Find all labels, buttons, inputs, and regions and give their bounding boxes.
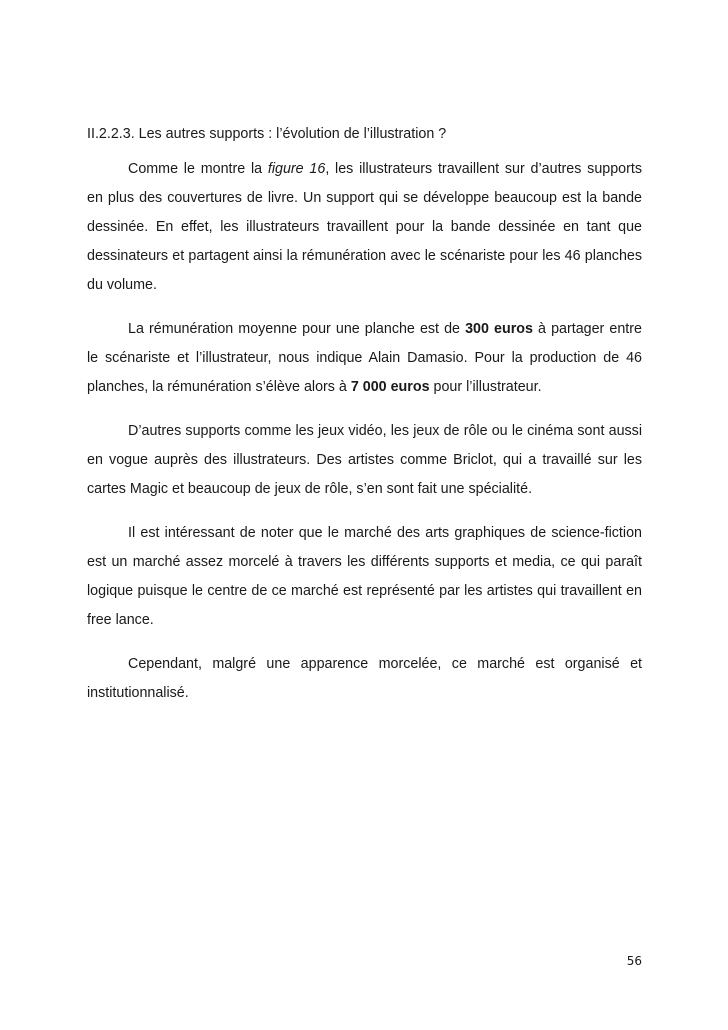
amount-per-page: 300 euros [465, 321, 533, 337]
paragraph-5: Cependant, malgré une apparence morcelée, ce marché est organisé et institutionnalisé. [87, 656, 642, 701]
paragraph-2-text-c: pour l’illustrateur. [429, 379, 542, 395]
section-heading: II.2.2.3. Les autres supports : l’évolution de l’illustration ? [87, 126, 447, 142]
paragraph-2 [87, 315, 642, 402]
paragraph-2-text-b: à partager entre le scénariste et l’illustrateur, nous indique Alain Damasio. Pour la production de 46 planches, la rémunération s’élève alors à [87, 321, 642, 395]
paragraph-2-text-a: La rémunération moyenne pour une planche est de [128, 321, 466, 337]
paragraph-4: Il est intéressant de noter que le marché des arts graphiques de science-fiction est un marché assez morcelé à travers les différents supports et media, ce qui paraît logique puisque le centre de ce marché est représenté par les artistes qui travaillent en free lance. [87, 525, 642, 628]
document-body [87, 124, 642, 708]
paragraph-1-text-a: Comme le montre la [128, 161, 268, 177]
paragraph-1 [87, 155, 642, 300]
paragraph-1-text-b: , les illustrateurs travaillent sur d’autres supports en plus des couvertures de livre. Un support qui se développe beaucoup est la bande dessinée. En effet, les illustrateurs travaillent pour la bande dessinée en tant que dessinateurs et partagent ainsi la rémunération avec le scénariste pour les 46 planches du volume. [87, 161, 643, 293]
figure-reference: figure 16 [267, 161, 326, 177]
page-number: 56 [626, 954, 642, 968]
amount-total: 7 000 euros [350, 379, 430, 395]
paragraph-3: D’autres supports comme les jeux vidéo, les jeux de rôle ou le cinéma sont aussi en vogue auprès des illustrateurs. Des artistes comme Briclot, qui a travaillé sur les cartes Magic et beaucoup de jeux de rôle, s’en sont fait une spécialité. [87, 423, 642, 497]
